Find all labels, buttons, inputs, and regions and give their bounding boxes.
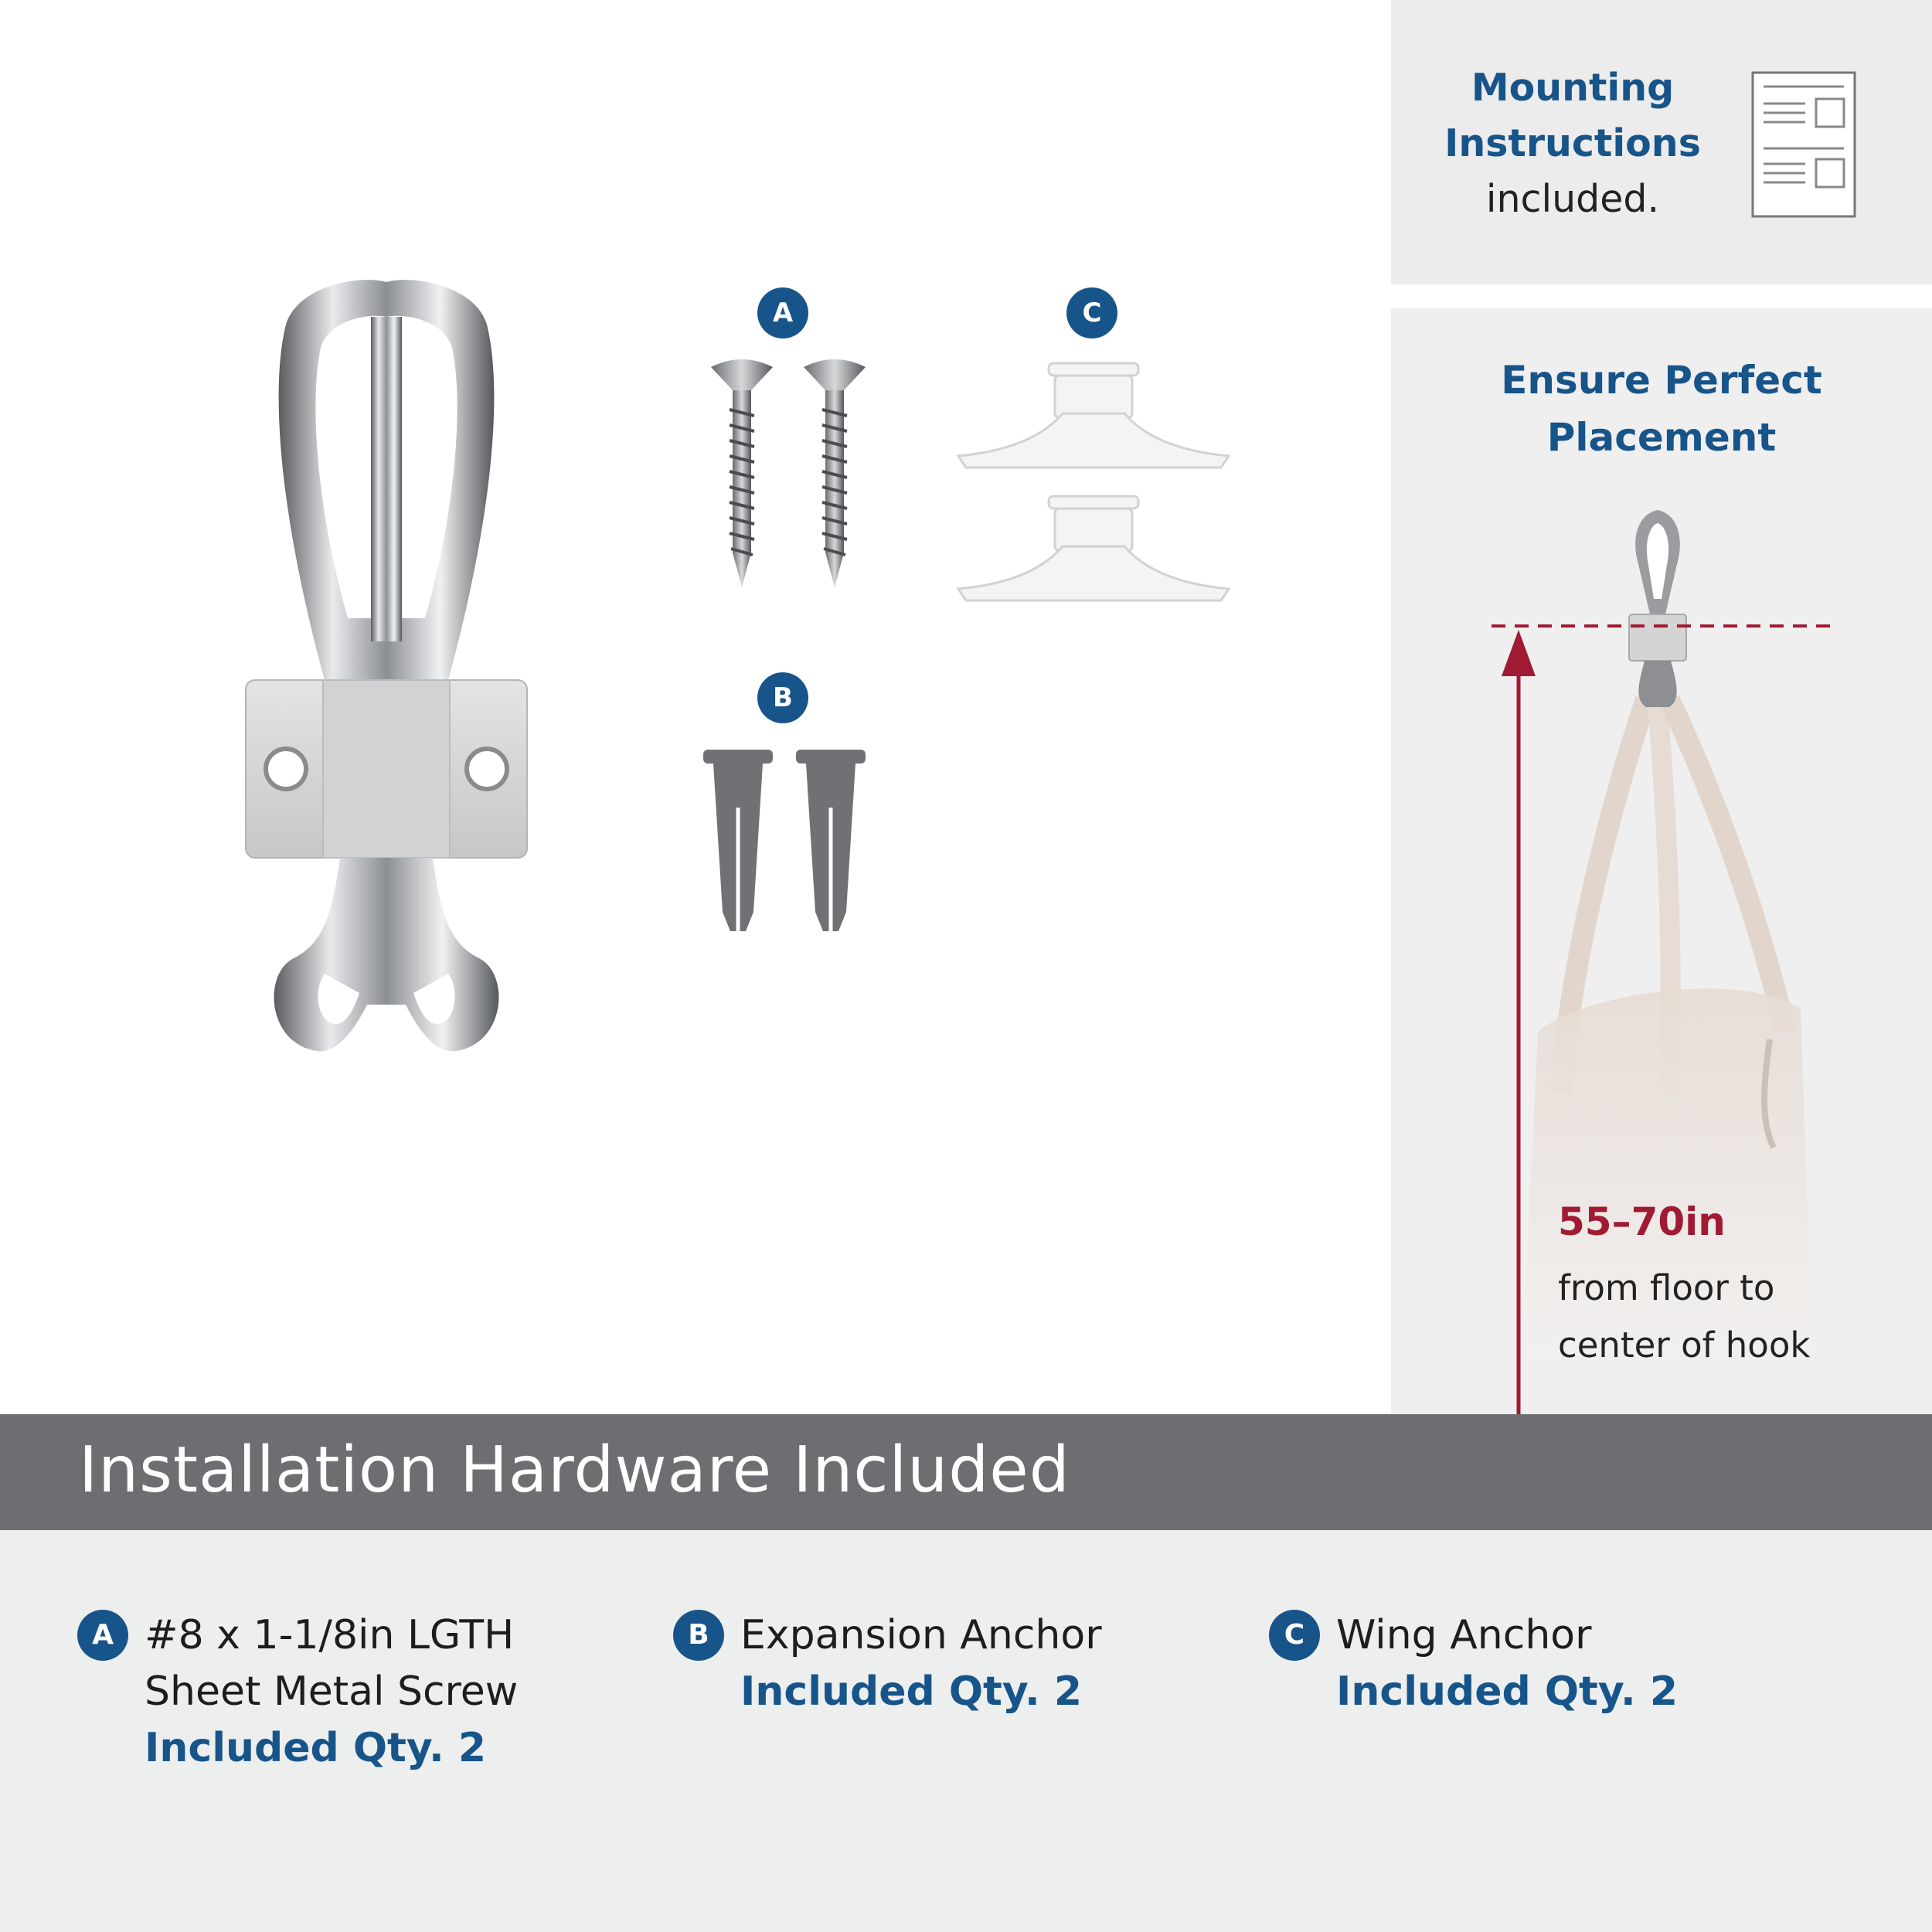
placement-height-note (1558, 1260, 1810, 1374)
placement-height-range: 55–70in (1558, 1199, 1726, 1244)
placement-note-line-2: center of hook (1558, 1325, 1811, 1366)
placement-title-line-1: Ensure Perfect (1501, 358, 1822, 403)
item-c-description (1336, 1607, 1678, 1720)
placement-title-line-2: Placement (1546, 415, 1777, 460)
hardware-label-c: C (1066, 287, 1117, 338)
item-a-line-2: Sheet Metal Screw (145, 1668, 519, 1715)
coat-hook-image (232, 278, 541, 1066)
item-b-qty: Included Qty. 2 (740, 1668, 1083, 1715)
hardware-label-a: A (757, 287, 808, 338)
mounting-line-3: included. (1485, 177, 1660, 221)
expansion-anchor-image (699, 746, 869, 935)
item-a-qty: Included Qty. 2 (145, 1725, 487, 1771)
placement-title (1391, 352, 1932, 466)
mounting-line-2: Instructions (1444, 121, 1701, 165)
item-b-line-1: Expansion Anchor (740, 1612, 1102, 1658)
item-a-description (145, 1607, 518, 1777)
item-c-line-1: Wing Anchor (1336, 1612, 1592, 1658)
wing-anchor-image (954, 359, 1233, 607)
item-c-badge: C (1269, 1610, 1320, 1661)
item-c-qty: Included Qty. 2 (1336, 1668, 1679, 1715)
mounting-line-1: Mounting (1471, 66, 1675, 110)
mounting-instructions-text (1391, 60, 1754, 227)
placement-note-line-1: from floor to (1558, 1267, 1775, 1308)
screw-image (703, 355, 873, 595)
banner-title: Installation Hardware Included (79, 1434, 1070, 1507)
item-b-badge: B (673, 1610, 724, 1661)
item-a-line-1: #8 x 1-1/8in LGTH (145, 1612, 515, 1658)
hardware-label-b: B (757, 672, 808, 723)
item-b-description (740, 1607, 1102, 1720)
document-icon (1751, 71, 1856, 218)
item-a-badge: A (77, 1610, 128, 1661)
